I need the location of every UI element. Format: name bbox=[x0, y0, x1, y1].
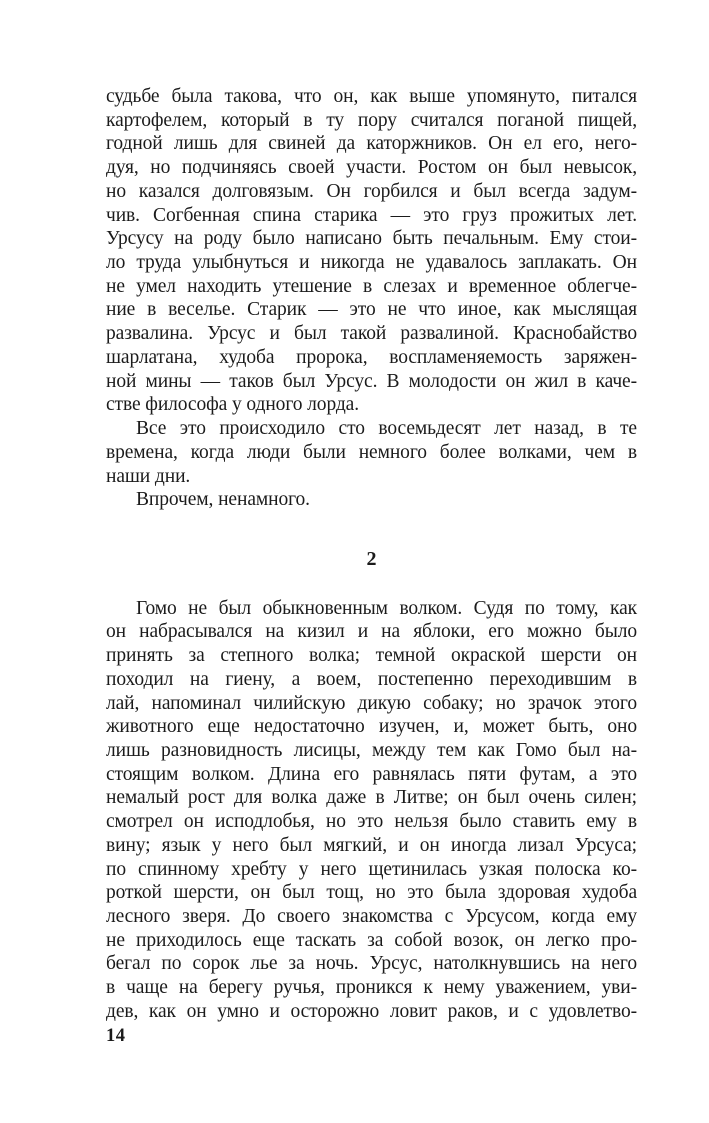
text-line: Гомо не был обыкновенным волком. Судя по тому, как bbox=[136, 597, 637, 619]
text-line: Все это происходило сто восемьдесят лет назад, в те bbox=[136, 418, 637, 440]
text-line: наши дни. bbox=[106, 465, 191, 487]
text-line: времена, когда люди были немного более волками, чем в bbox=[106, 441, 637, 463]
text-line: вину; язык у него был мягкий, и он иногда лизал Урсуса; bbox=[106, 834, 637, 856]
text-line: Урсусу на роду было написано быть печальным. Ему стои- bbox=[106, 228, 637, 250]
text-line: лай, напоминал чилийскую дикую собаку; но зрачок этого bbox=[106, 692, 637, 714]
text-line: смотрел он исподлобья, но это нельзя было ставить ему в bbox=[106, 811, 637, 833]
text-line: картофелем, который в ту пору считался поганой пищей, bbox=[106, 109, 637, 131]
text-line: немалый рост для волка даже в Литве; он был очень силен; bbox=[106, 787, 637, 809]
text-line: лишь разновидность лисицы, между тем как Гомо был на- bbox=[106, 739, 637, 761]
text-line: походил на гиену, а воем, постепенно переходившим в bbox=[106, 668, 637, 690]
text-line: но казался долговязым. Он горбился и был всегда задум- bbox=[106, 180, 637, 202]
text-line: годной лишь для свиней да каторжников. Он ел его, него- bbox=[106, 133, 637, 155]
text-line: ной мины — таков был Урсус. В молодости он жил в каче- bbox=[106, 370, 637, 392]
text-line: по спинному хребту у него щетинилась узкая полоска ко- bbox=[106, 858, 637, 880]
paragraph bbox=[106, 597, 637, 1024]
text-line: ние в веселье. Старик — это не что иное, как мыслящая bbox=[106, 299, 637, 321]
page-number: 14 bbox=[106, 1026, 126, 1046]
text-line: чив. Согбенная спина старика — это груз прожитых лет. bbox=[106, 204, 637, 226]
text-line: принять за степного волка; темной окраской шерсти он bbox=[106, 645, 637, 667]
text-line: шарлатана, худоба пророка, воспламеняемость заряжен- bbox=[106, 346, 637, 368]
text-line: стоящим волком. Длина его равнялась пяти футам, а это bbox=[106, 763, 637, 785]
text-line: лесного зверя. До своего знакомства с Урсусом, когда ему bbox=[106, 906, 637, 927]
text-line: развалина. Урсус и был такой развалиной. Краснобайство bbox=[106, 323, 637, 345]
text-line: роткой шерсти, он был тощ, но это была здоровая худоба bbox=[106, 882, 637, 904]
text-line: судьбе была такова, что он, как выше упомянуто, питался bbox=[106, 86, 637, 107]
text-line: не умел находить утешение в слезах и временное облегче- bbox=[106, 275, 637, 297]
text-line: дев, как он умно и осторожно ловит раков, и с удовлетво- bbox=[106, 1000, 637, 1022]
text-column bbox=[106, 85, 637, 1024]
paragraph bbox=[106, 85, 637, 417]
text-line: бегал по сорок лье за ночь. Урсус, натолкнувшись на него bbox=[106, 953, 637, 975]
paragraph bbox=[106, 417, 637, 488]
text-line: не приходилось еще таскать за собой возок, он легко про- bbox=[106, 929, 637, 951]
text-line: животного еще недостаточно изучен, и, может быть, оно bbox=[106, 716, 637, 738]
text-line: Впрочем, ненамного. bbox=[136, 489, 310, 511]
text-line: стве философа у одного лорда. bbox=[106, 394, 359, 416]
text-line: дуя, но подчиняясь своей участи. Ростом он был невысок, bbox=[106, 157, 637, 179]
section-heading: 2 bbox=[366, 547, 377, 570]
text-line: он набрасывался на кизил и на яблоки, его можно было bbox=[106, 621, 637, 643]
text-line: ло труда улыбнуться и никогда не удавалось заплакать. Он bbox=[106, 252, 637, 274]
text-line: в чаще на берегу ручья, проникся к нему уважением, уви- bbox=[106, 977, 637, 999]
paragraph bbox=[106, 488, 637, 512]
